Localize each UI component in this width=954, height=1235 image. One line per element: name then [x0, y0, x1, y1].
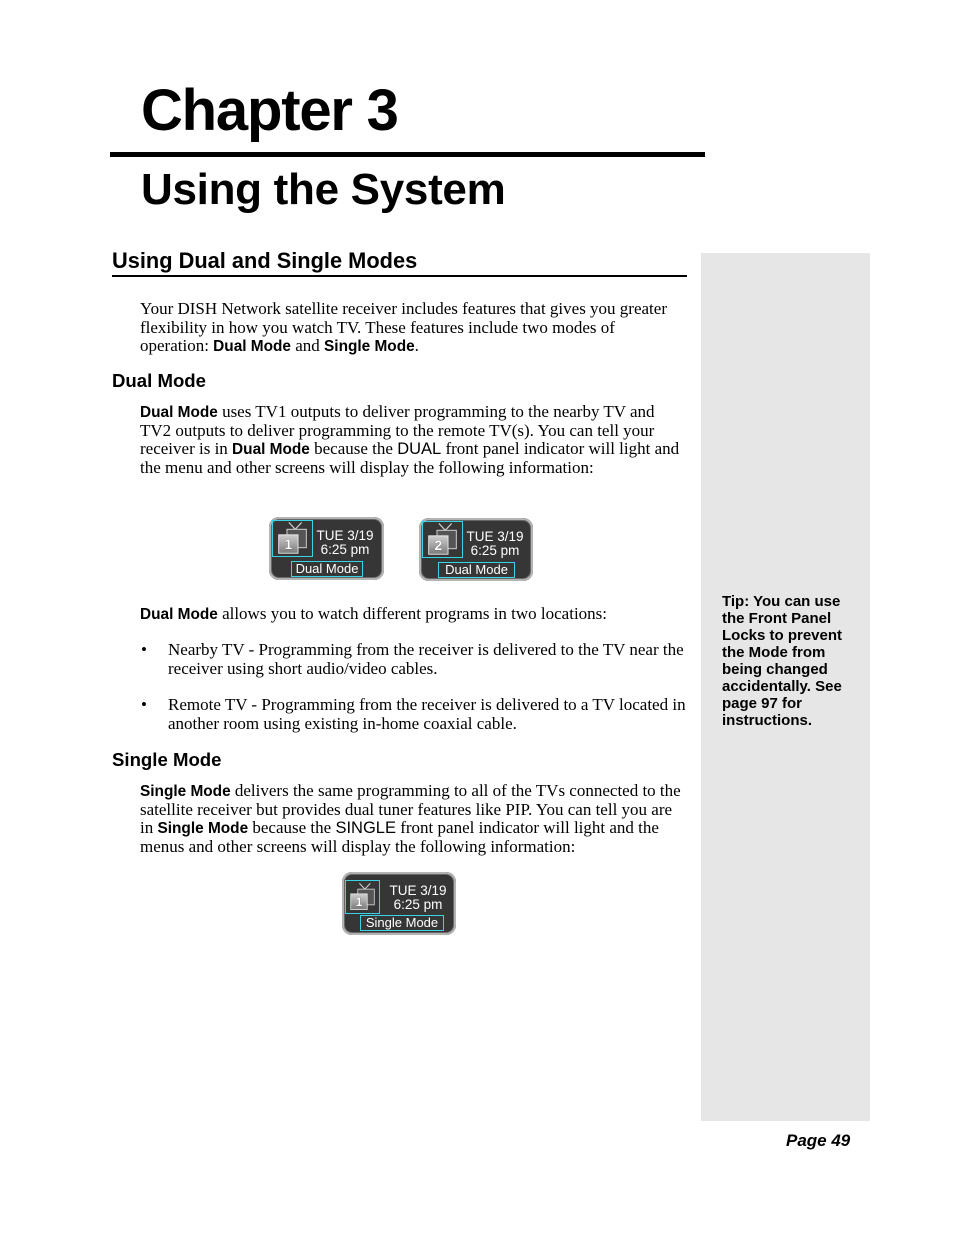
intro-text: .	[414, 336, 419, 356]
intro-line: flexibility in how you watch TV. These features include two modes of	[140, 317, 615, 337]
bullet-text-line: another room using existing in-home coaxial cable.	[168, 713, 517, 733]
dual-mode-term: Dual Mode	[140, 404, 218, 421]
description-text: in	[140, 818, 158, 838]
date-display: TUE 3/19	[389, 883, 447, 898]
bullet-text-line: receiver using short audio/video cables.	[168, 658, 438, 678]
time-display: 6:25 pm	[320, 542, 370, 557]
dual-mode-term: Dual Mode	[232, 441, 310, 459]
tip-line: Tip: You can use	[722, 592, 841, 610]
intro-text: operation:	[140, 336, 214, 356]
tv-icon-frame	[422, 521, 463, 558]
description-line	[140, 782, 681, 801]
date-display: TUE 3/19	[466, 529, 524, 544]
tv-icon	[346, 881, 379, 913]
tuner-number: 1	[284, 536, 293, 553]
section-heading-rule	[112, 275, 687, 277]
bullet-marker: •	[141, 695, 147, 714]
time-display: 6:25 pm	[393, 897, 443, 912]
dual-mode-locations-intro	[140, 605, 607, 624]
tip-line: accidentally. See	[722, 677, 842, 695]
dual-mode-description	[140, 403, 679, 477]
description-text: because the	[309, 439, 398, 459]
chapter-title: Using the System	[141, 165, 506, 214]
dual-mode-heading: Dual Mode	[112, 370, 207, 391]
tip-line: Locks to prevent	[722, 626, 843, 644]
dual-mode-screen-tv2	[419, 518, 533, 581]
page-number: Page 49	[786, 1131, 851, 1150]
description-line	[140, 819, 681, 838]
time-display: 6:25 pm	[470, 543, 520, 558]
antenna-right	[445, 523, 451, 530]
intro-text: and	[290, 336, 325, 356]
tip-line: the Mode from	[722, 643, 826, 661]
single-mode-term: Single Mode	[157, 820, 249, 838]
mode-label: Dual Mode	[291, 561, 363, 577]
sidebar-tip	[722, 593, 842, 730]
dual-indicator-term: DUAL	[397, 440, 442, 459]
dual-mode-screen-tv1	[269, 517, 384, 580]
antenna-left	[289, 522, 295, 529]
intro-line	[140, 337, 667, 356]
dual-mode-term: Dual Mode	[213, 338, 291, 356]
tip-line: page 97 for	[722, 695, 803, 713]
mode-label: Dual Mode	[438, 562, 515, 578]
single-mode-heading: Single Mode	[112, 749, 222, 770]
antenna-right	[295, 522, 301, 529]
tuner-number: 2	[434, 537, 443, 554]
tip-line: being changed	[722, 660, 828, 678]
description-text: because the	[248, 818, 336, 838]
description-text: front panel indicator will light and the	[395, 818, 659, 838]
locations-intro-line	[140, 605, 607, 624]
description-line: the menu and other screens will display the following information:	[140, 457, 594, 477]
tv-icon-frame	[345, 880, 380, 914]
tv-icon-frame	[272, 520, 313, 557]
single-indicator-term: SINGLE	[335, 819, 396, 838]
tip-line: the Front Panel	[722, 609, 832, 627]
description-line: TV2 outputs to deliver programming to the remote TV(s). You can tell your	[140, 420, 655, 440]
bullet-text	[168, 696, 686, 733]
description-text: receiver is in	[140, 439, 233, 459]
bullet-marker: •	[141, 640, 147, 659]
description-line	[140, 440, 679, 459]
single-mode-term: Single Mode	[324, 338, 415, 356]
description-line: satellite receiver but provides dual tuner features like PIP. You can tell you are	[140, 799, 673, 819]
chapter-label: Chapter 3	[141, 78, 398, 143]
tuner-number: 1	[355, 896, 363, 910]
antenna-left	[439, 523, 445, 530]
single-mode-description	[140, 782, 681, 856]
intro-line: Your DISH Network satellite receiver includes features that gives you greater	[140, 299, 667, 318]
description-line	[140, 403, 679, 422]
antenna-right	[365, 883, 371, 889]
dual-mode-term: Dual Mode	[140, 606, 218, 623]
tv-icon	[423, 522, 462, 557]
locations-intro-text: allows you to watch different programs in two locations:	[217, 604, 608, 623]
antenna-left	[359, 883, 365, 889]
single-mode-term: Single Mode	[140, 783, 231, 800]
section-heading: Using Dual and Single Modes	[112, 247, 418, 273]
mode-label: Single Mode	[360, 915, 444, 931]
description-text: delivers the same programming to all of the TVs connected to the	[230, 781, 681, 800]
intro-paragraph	[140, 300, 667, 356]
chapter-rule	[110, 152, 705, 157]
bullet-text-line: Nearby TV - Programming from the receiver is delivered to the TV near the	[168, 640, 684, 659]
single-mode-screen	[342, 872, 456, 935]
tip-line: instructions.	[722, 712, 813, 730]
description-text: uses TV1 outputs to deliver programming to the nearby TV and	[217, 402, 655, 421]
description-text: front panel indicator will light and	[441, 439, 680, 459]
bullet-text	[168, 641, 684, 678]
date-display: TUE 3/19	[316, 528, 374, 543]
tv-icon	[273, 521, 312, 556]
bullet-text-line: Remote TV - Programming from the receiver is delivered to a TV located in	[168, 695, 686, 714]
description-line: menus and other screens will display the following information:	[140, 836, 576, 856]
